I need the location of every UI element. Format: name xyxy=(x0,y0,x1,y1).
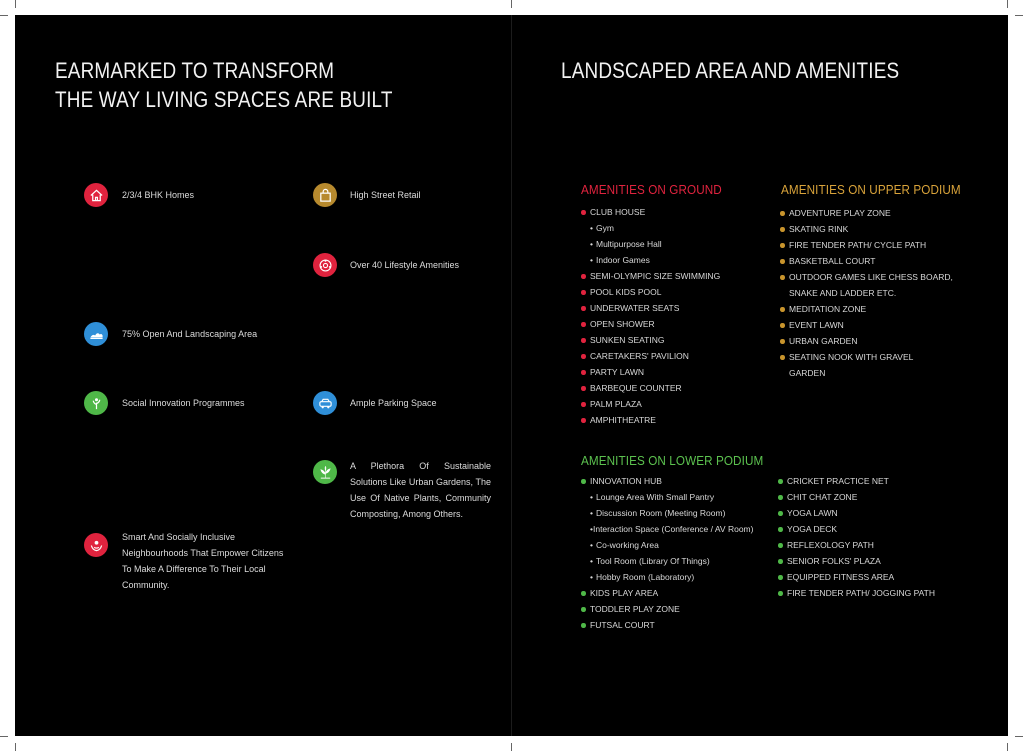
amenity-item xyxy=(581,300,720,316)
amenity-label: ADVENTURE PLAY ZONE xyxy=(789,208,891,218)
amenity-label: URBAN GARDEN xyxy=(789,336,858,346)
amenity-label: Multipurpose Hall xyxy=(595,239,662,249)
amenity-sub-item xyxy=(581,569,753,585)
amenity-label: POOL KIDS POOL xyxy=(590,287,662,297)
amenity-label: Indoor Games xyxy=(595,255,650,265)
feature-text: A Plethora Of Sustainable Solutions Like Urban Gardens, The Use Of Native Plants, Community Composting, Among Others. xyxy=(350,461,491,519)
amenity-item xyxy=(581,380,720,396)
amenity-label: SEMI-OLYMPIC SIZE SWIMMING xyxy=(590,271,721,281)
amenity-label: PALM PLAZA xyxy=(590,399,642,409)
amenity-label: BARBEQUE COUNTER xyxy=(590,383,682,393)
amenity-item-continued xyxy=(780,285,953,301)
amenity-label: SKATING RINK xyxy=(789,224,849,234)
amenity-label: MEDITATION ZONE xyxy=(789,304,867,314)
amenity-item xyxy=(581,617,753,633)
amenity-item xyxy=(581,204,720,220)
bullet-dot-icon xyxy=(778,527,783,532)
lower-podium-list-left xyxy=(581,473,753,633)
amenity-label: Co-working Area xyxy=(595,540,659,550)
lower-podium-list-right xyxy=(778,473,935,601)
bullet-dot-icon xyxy=(780,339,785,344)
feature-text: 2/3/4 BHK Homes xyxy=(122,190,195,200)
amenity-item xyxy=(780,205,953,221)
bullet-dot-icon xyxy=(581,402,586,407)
amenity-item xyxy=(780,237,953,253)
upper-podium-title: AMENITIES ON UPPER PODIUM xyxy=(781,182,961,197)
bullet-dot-icon xyxy=(778,495,783,500)
crop-mark xyxy=(1007,0,1008,8)
landscape-icon xyxy=(84,322,108,346)
bullet-dot-icon xyxy=(778,543,783,548)
amenity-label: OPEN SHOWER xyxy=(590,319,655,329)
amenity-label: REFLEXOLOGY PATH xyxy=(787,540,874,550)
parking-icon xyxy=(313,391,337,415)
amenity-label: KIDS PLAY AREA xyxy=(590,588,659,598)
headline-line: THE WAY LIVING SPACES ARE BUILT xyxy=(55,87,393,112)
amenity-item xyxy=(581,332,720,348)
crop-mark xyxy=(511,743,512,751)
amenity-sub-item xyxy=(581,505,753,521)
bullet-dot-icon xyxy=(581,210,586,215)
amenity-item xyxy=(780,253,953,269)
sub-bullet-icon: • xyxy=(590,556,593,566)
social-innovation-icon xyxy=(84,391,108,415)
bullet-dot-icon xyxy=(581,479,586,484)
bullet-dot-icon xyxy=(780,227,785,232)
feature-text: Smart And Socially Inclusive Neighbourhoods That Empower Citizens To Make A Difference To Their Local Community. xyxy=(122,532,284,590)
bullet-dot-icon xyxy=(581,623,586,628)
bullet-dot-icon xyxy=(778,591,783,596)
crop-mark xyxy=(0,736,8,737)
amenity-label: SUNKEN SEATING xyxy=(590,335,665,345)
amenity-item xyxy=(778,521,935,537)
crop-mark xyxy=(1007,743,1008,751)
home-icon xyxy=(84,183,108,207)
upper-podium-list xyxy=(780,205,953,381)
headline-line: EARMARKED TO TRANSFORM xyxy=(55,58,335,83)
bullet-dot-icon xyxy=(581,591,586,596)
amenity-sub-item xyxy=(581,521,753,537)
amenity-sub-item xyxy=(581,537,753,553)
amenity-item xyxy=(778,505,935,521)
amenity-item-continued xyxy=(780,365,953,381)
right-page-headline xyxy=(561,56,899,85)
amenity-label: PARTY LAWN xyxy=(590,367,645,377)
amenity-label: Discussion Room (Meeting Room) xyxy=(595,508,726,518)
bullet-dot-icon xyxy=(778,575,783,580)
amenity-item xyxy=(581,348,720,364)
feature-text: 75% Open And Landscaping Area xyxy=(122,329,258,339)
bullet-dot-icon xyxy=(581,338,586,343)
bullet-dot-icon xyxy=(581,370,586,375)
amenity-label: CLUB HOUSE xyxy=(590,207,646,217)
crop-mark xyxy=(15,0,16,8)
amenity-label: UNDERWATER SEATS xyxy=(590,303,680,313)
amenity-label: Hobby Room (Laboratory) xyxy=(595,572,695,582)
amenity-item xyxy=(581,585,753,601)
bullet-dot-icon xyxy=(780,259,785,264)
ground-amenities-title: AMENITIES ON GROUND xyxy=(581,182,722,197)
community-hands-icon xyxy=(84,533,108,557)
bullet-dot-icon xyxy=(581,354,586,359)
amenity-label: Tool Room (Library Of Things) xyxy=(595,556,710,566)
amenity-item xyxy=(581,284,720,300)
amenity-item xyxy=(778,473,935,489)
amenity-item xyxy=(780,349,953,365)
amenity-item xyxy=(778,569,935,585)
amenity-label: EVENT LAWN xyxy=(789,320,844,330)
amenity-item xyxy=(778,553,935,569)
left-page-headline xyxy=(55,56,393,114)
sub-bullet-icon: • xyxy=(590,239,593,249)
bullet-dot-icon xyxy=(780,211,785,216)
amenity-label: Gym xyxy=(595,223,614,233)
amenity-label: CRICKET PRACTICE NET xyxy=(787,476,889,486)
amenity-item xyxy=(778,489,935,505)
crop-mark xyxy=(0,15,8,16)
sub-bullet-icon: • xyxy=(590,255,593,265)
amenity-sub-item xyxy=(581,236,720,252)
bullet-dot-icon xyxy=(780,275,785,280)
crop-mark xyxy=(1015,15,1023,16)
amenity-label: EQUIPPED FITNESS AREA xyxy=(787,572,895,582)
amenity-label: CHIT CHAT ZONE xyxy=(787,492,858,502)
amenity-sub-item xyxy=(581,252,720,268)
amenity-label: SNAKE AND LADDER ETC. xyxy=(789,288,897,298)
bullet-dot-icon xyxy=(581,607,586,612)
amenity-item xyxy=(581,412,720,428)
bullet-dot-icon xyxy=(780,355,785,360)
amenity-sub-item xyxy=(581,553,753,569)
amenity-item xyxy=(581,268,720,284)
crop-mark xyxy=(511,0,512,8)
amenity-label: BASKETBALL COURT xyxy=(789,256,876,266)
sub-bullet-icon: • xyxy=(590,572,593,582)
bullet-dot-icon xyxy=(780,323,785,328)
amenity-item xyxy=(780,317,953,333)
amenity-label: YOGA LAWN xyxy=(787,508,838,518)
sub-bullet-icon: • xyxy=(590,223,593,233)
headline-line: LANDSCAPED AREA AND AMENITIES xyxy=(561,58,900,83)
lower-podium-title: AMENITIES ON LOWER PODIUM xyxy=(581,453,764,468)
amenity-label: Interaction Space (Conference / AV Room) xyxy=(592,524,754,534)
amenity-item xyxy=(581,473,753,489)
amenity-item xyxy=(780,221,953,237)
amenity-label: OUTDOOR GAMES LIKE CHESS BOARD, xyxy=(789,272,953,282)
amenity-label: GARDEN xyxy=(789,368,826,378)
feature-text: High Street Retail xyxy=(350,190,421,200)
sub-bullet-icon: • xyxy=(590,492,593,502)
feature-text: Social Innovation Programmes xyxy=(122,398,245,408)
amenity-sub-item xyxy=(581,489,753,505)
amenity-item xyxy=(778,537,935,553)
bullet-dot-icon xyxy=(780,243,785,248)
bullet-dot-icon xyxy=(581,418,586,423)
amenity-item xyxy=(778,585,935,601)
bullet-dot-icon xyxy=(778,511,783,516)
bullet-dot-icon xyxy=(780,307,785,312)
amenity-item xyxy=(780,301,953,317)
bullet-dot-icon xyxy=(581,274,586,279)
amenity-item xyxy=(780,333,953,349)
amenity-label: FIRE TENDER PATH/ JOGGING PATH xyxy=(787,588,935,598)
sub-bullet-icon: • xyxy=(590,524,593,534)
amenity-label: YOGA DECK xyxy=(787,524,838,534)
feature-text: Ample Parking Space xyxy=(350,398,437,408)
bullet-dot-icon xyxy=(581,322,586,327)
bullet-dot-icon xyxy=(581,290,586,295)
amenity-label: TODDLER PLAY ZONE xyxy=(590,604,680,614)
amenity-sub-item xyxy=(581,220,720,236)
feature-text: Over 40 Lifestyle Amenities xyxy=(350,260,460,270)
amenity-label: SENIOR FOLKS' PLAZA xyxy=(787,556,881,566)
amenity-item xyxy=(581,316,720,332)
page-fold xyxy=(511,15,512,736)
bullet-dot-icon xyxy=(778,559,783,564)
amenity-item xyxy=(780,269,953,285)
amenity-label: SEATING NOOK WITH GRAVEL xyxy=(789,352,914,362)
lifestyle-amenities-icon xyxy=(313,253,337,277)
amenity-item xyxy=(581,364,720,380)
shopping-bag-icon xyxy=(313,183,337,207)
crop-mark xyxy=(1015,736,1023,737)
amenity-label: INNOVATION HUB xyxy=(590,476,662,486)
sub-bullet-icon: • xyxy=(590,540,593,550)
bullet-dot-icon xyxy=(581,306,586,311)
bullet-dot-icon xyxy=(581,386,586,391)
amenity-label: Lounge Area With Small Pantry xyxy=(595,492,715,502)
amenity-label: AMPHITHEATRE xyxy=(590,415,656,425)
amenity-item xyxy=(581,396,720,412)
bullet-dot-icon xyxy=(778,479,783,484)
amenity-item xyxy=(581,601,753,617)
amenity-label: FUTSAL COURT xyxy=(590,620,655,630)
sub-bullet-icon: • xyxy=(590,508,593,518)
amenity-label: FIRE TENDER PATH/ CYCLE PATH xyxy=(789,240,927,250)
ground-amenities-list xyxy=(581,204,720,428)
plant-icon xyxy=(313,460,337,484)
crop-mark xyxy=(15,743,16,751)
amenity-label: CARETAKERS' PAVILION xyxy=(590,351,689,361)
